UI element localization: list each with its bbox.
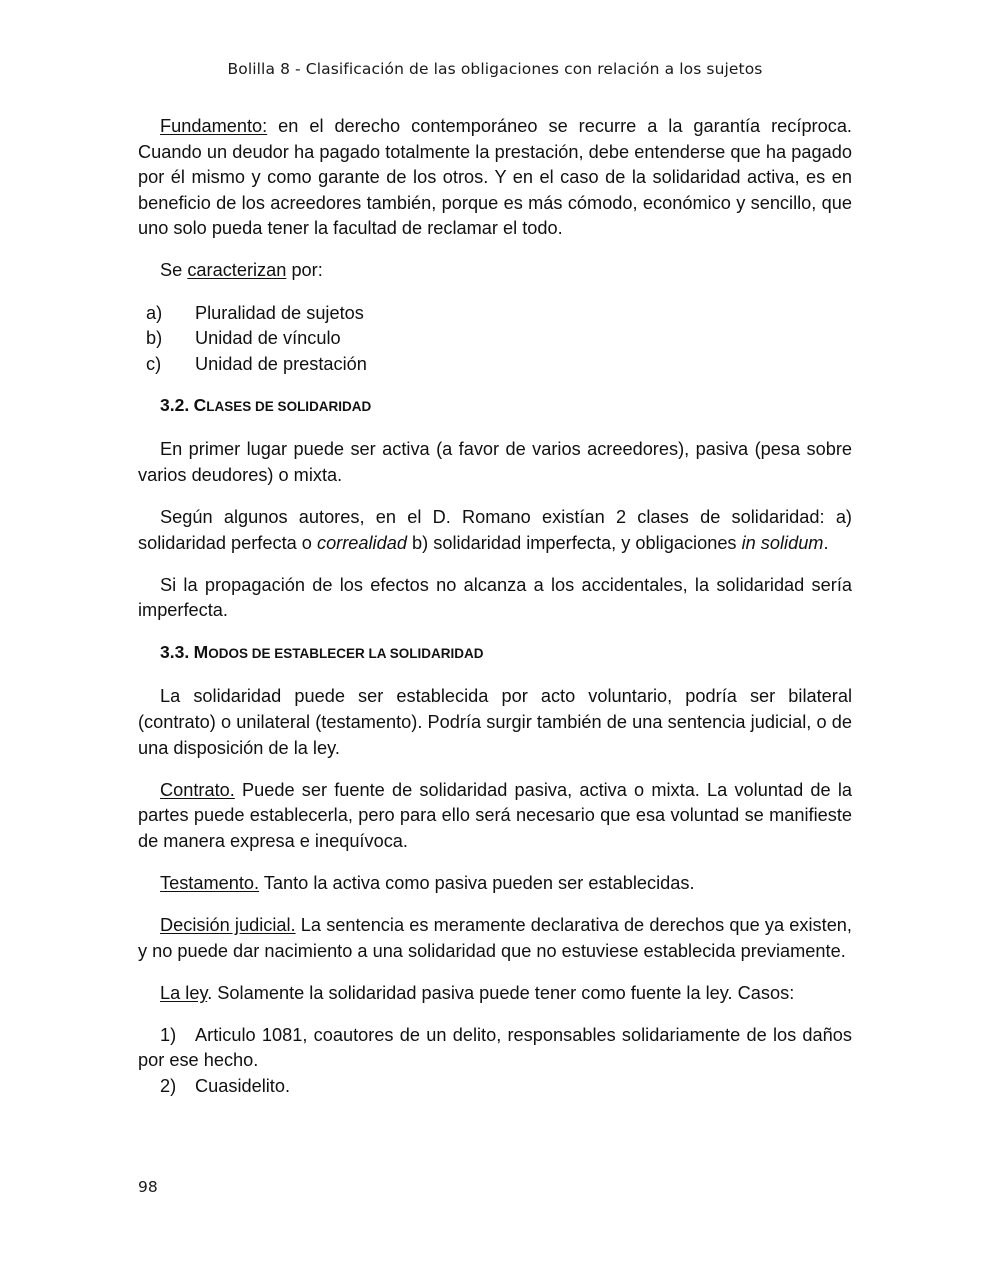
text-fundamento: en el derecho contemporáneo se recurre a la garantía recíproca. Cuando un deudor ha pagado totalmente la prestación, debe entenderse que ha pagado por él mismo y como garante de los otros. Y en el caso de la solidaridad activa, es en beneficio de los acreedores también, porque es más cómodo, económico y sencillo, que uno solo pueda tener la facultad de reclamar el todo. (138, 116, 852, 239)
label-testamento: Testamento. (160, 872, 260, 893)
section-heading-3-3 (160, 640, 852, 666)
section-initial: C (193, 395, 207, 416)
list-marker: b) (146, 328, 163, 349)
paragraph-caracterizan (138, 258, 852, 284)
list-item (138, 326, 852, 352)
label-contrato: Contrato. (160, 779, 235, 800)
paragraph-romano (138, 505, 852, 556)
section-title-rest: LASES DE SOLIDARIDAD (206, 399, 372, 415)
section-heading-3-2 (160, 393, 852, 419)
section-number: 3.3. (160, 642, 190, 663)
text-contrato: Puede ser fuente de solidaridad pasiva, activa o mixta. La voluntad de la partes puede establecerla, pero para ello será necesario que esa voluntad se manifieste de manera expresa e inequívoca. (138, 779, 852, 851)
text-romano-a: Según algunos autores, en el D. Romano existían 2 clases de solidaridad: a) solidaridad perfecta o (138, 507, 852, 553)
paragraph-propagacion: Si la propagación de los efectos no alcanza a los accidentales, la solidaridad sería imperfecta. (138, 574, 852, 621)
label-decision-judicial: Decisión judicial. (160, 915, 296, 936)
list-text: Pluralidad de sujetos (195, 302, 364, 323)
text-romano-c: b) solidaridad imperfecta, y obligaciones (406, 532, 742, 553)
italic-in-solidum: in solidum (741, 532, 824, 553)
label-fundamento: Fundamento: (160, 116, 268, 136)
text-decision-judicial: La sentencia es meramente declarativa de derechos que ya existen, y no puede dar nacimiento a una solidaridad que no estuviese establecida previamente. (138, 915, 852, 961)
characteristics-list (138, 301, 852, 378)
cases-list (138, 1023, 852, 1100)
section-number: 3.2. (160, 395, 190, 416)
list-item (138, 1074, 852, 1100)
paragraph-modos: La solidaridad puede ser establecida por acto voluntario, podría ser bilateral (contrato) o unilateral (testamento). Podría surgir también de una sentencia judicial, o de una disposición de la ley. (138, 686, 852, 758)
section-initial: M (193, 642, 209, 663)
list-marker: 2) (160, 1076, 177, 1097)
section-title-rest: ODOS DE ESTABLECER LA SOLIDARIDAD (208, 646, 484, 662)
text-por: por: (286, 260, 323, 281)
list-item (138, 352, 852, 378)
paragraph-testamento (138, 871, 852, 897)
text-se: Se (160, 260, 188, 281)
paragraph-contrato (138, 778, 852, 855)
paragraph-decision-judicial (138, 913, 852, 964)
list-marker: c) (146, 353, 162, 374)
text-testamento: Tanto la activa como pasiva pueden ser establecidas. (259, 872, 695, 893)
page-body (138, 114, 852, 1100)
paragraph-ley (138, 981, 852, 1007)
list-text: Cuasidelito. (195, 1076, 291, 1097)
list-item (138, 301, 852, 327)
list-marker: a) (146, 302, 163, 323)
text-romano-e: . (823, 532, 829, 553)
list-text: Unidad de prestación (195, 353, 367, 374)
list-text: Articulo 1081, coautores de un delito, responsables solidariamente de los daños por ese hecho. (138, 1024, 852, 1071)
list-marker: 1) (160, 1024, 177, 1045)
page-number: 98 (138, 1178, 158, 1196)
text-ley: . Solamente la solidaridad pasiva puede tener como fuente la ley. Casos: (207, 982, 795, 1003)
label-ley: La ley (160, 982, 208, 1003)
italic-correalidad: correalidad (316, 532, 407, 553)
paragraph-clases: En primer lugar puede ser activa (a favor de varios acreedores), pasiva (pesa sobre varios deudores) o mixta. (138, 439, 852, 485)
underlined-caracterizan: caracterizan (187, 260, 287, 281)
list-item (138, 1023, 852, 1074)
running-header: Bolilla 8 - Clasificación de las obligaciones con relación a los sujetos (227, 60, 763, 78)
list-text: Unidad de vínculo (195, 328, 341, 349)
paragraph-fundamento (138, 114, 852, 242)
